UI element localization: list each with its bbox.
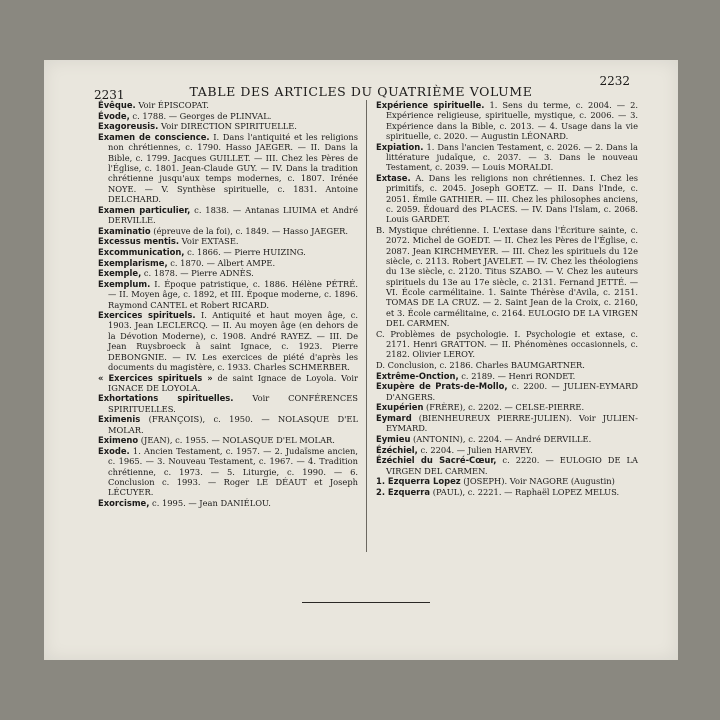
index-entry <box>98 111 358 121</box>
entry-text: I. Dans l'antiquité et les religions non chrétiennes, c. 1790. Hasso JAEGER. — II. Dans la Bible, c. 1799. Jacques GUILLET. — III. Chez les Pères de l'Église, c. 1801. Jean-Claude GUY. — IV. Dans la tradition chrétienne jusqu'aux temps modernes, c. 1807. Irénée NOYE. — V. Synthèse spirituelle, c. 1831. Antoine DELCHARD. <box>108 131 359 204</box>
entry-headword: Expérience spirituelle. <box>376 100 485 110</box>
entry-text: Voir ÉPISCOPAT. <box>135 100 209 110</box>
index-entry <box>376 100 638 141</box>
index-entry <box>98 121 358 131</box>
index-entry <box>98 310 358 372</box>
index-entry <box>98 268 358 278</box>
index-entry <box>376 225 638 328</box>
entry-text: D. Conclusion, c. 2186. Charles BAUMGARTNER. <box>376 360 585 371</box>
entry-text: I. Antiquité et haut moyen âge, c. 1903. Jean LECLERCQ. — II. Au moyen âge (en dehors de la Dévotion Moderne), c. 1908. André RAYEZ. — III. De Jean Ruysbroeck à saint Ignace, c. 1923. Pierre DEBONGNIE. — IV. Les exercices de piété d'après les documents du magistère, c. 1933. Charles SCHMERBER. <box>108 310 358 372</box>
entry-headword: Extrême-Onction, <box>376 370 459 381</box>
entry-headword: Exode. <box>98 446 130 457</box>
entry-text: (JOSEPH). Voir NAGORE (Augustin) <box>460 476 615 487</box>
page-title: TABLE DES ARTICLES DU QUATRIÈME VOLUME <box>189 84 533 99</box>
entry-headword: Exemplum. <box>98 278 151 289</box>
entry-text: c. 2200. — JULIEN-EYMARD D'ANGERS. <box>386 381 638 402</box>
entry-text: c. 1788. — Georges de PLINVAL. <box>129 110 272 121</box>
entry-headword: Exupérien <box>376 402 424 413</box>
entry-text: Voir CONFÉRENCES SPIRITUELLES. <box>108 393 358 414</box>
entry-headword: « Exercices spirituels » <box>98 372 213 383</box>
entry-text: 1. Dans l'ancien Testament, c. 2026. — 2. Dans la littérature judaïque, c. 2037. — 3. Dans le nouveau Testament, c. 2039. — Louis MORALDI. <box>386 141 638 173</box>
entry-headword: 2. Ezquerra <box>376 486 431 497</box>
entry-headword: Ézéchiel, <box>376 444 418 455</box>
left-column <box>98 100 358 509</box>
entry-headword: Excommunication, <box>98 246 185 257</box>
page-number-right: 2232 <box>599 74 630 88</box>
index-entry <box>376 455 638 476</box>
entry-text: (JEAN), c. 1955. — NOLASQUE D'EL MOLAR. <box>138 435 335 446</box>
index-entry <box>98 498 358 508</box>
entry-headword: 1. Ezquerra Lopez <box>376 476 461 487</box>
entry-text: de saint Ignace de Loyola. Voir IGNACE DE LOYOLA. <box>108 372 358 393</box>
entry-headword: Exercices spirituels. <box>98 310 196 321</box>
index-entry <box>98 373 358 394</box>
column-divider <box>366 100 367 552</box>
index-entry <box>376 445 638 455</box>
entry-text: A. Dans les religions non chrétiennes. I. Chez les primitifs, c. 2045. Joseph GOETZ. — II. Dans l'Inde, c. 2051. Émile GATHIER. — III. Chez les philosophes anciens, c. 2059. Édouard des PLACES. — IV. Dans l'Islam, c. 2068. Louis GARDET. <box>386 173 638 225</box>
index-entry <box>98 393 358 414</box>
end-rule <box>302 602 430 603</box>
entry-text: Voir EXTASE. <box>179 236 239 247</box>
entry-headword: Exhortations spirituelles. <box>98 393 234 404</box>
entry-headword: Exupère de Prats-de-Mollo, <box>376 381 508 392</box>
entry-headword: Examen particulier, <box>98 204 191 215</box>
index-entry <box>376 329 638 360</box>
entry-headword: Extase. <box>376 173 411 183</box>
index-entry <box>98 279 358 310</box>
entry-text: c. 1870. — Albert AMPE. <box>167 257 276 268</box>
index-entry <box>98 247 358 257</box>
running-header <box>44 74 678 102</box>
entry-text: c. 2189. — Henri RONDET. <box>458 370 576 381</box>
entry-text: (épreuve de la foi), c. 1849. — Hasso JAEGER. <box>150 225 349 236</box>
entry-text: Voir DIRECTION SPIRITUELLE. <box>158 121 297 132</box>
entry-headword: Eymard <box>376 412 412 423</box>
entry-headword: Expiation. <box>376 141 424 152</box>
page-number-left: 2231 <box>94 88 125 102</box>
entry-text: c. 1838. — Antanas LIUIMA et André DERVILLE. <box>108 204 358 225</box>
entry-headword: Évode, <box>98 110 130 121</box>
right-column <box>376 100 638 498</box>
entry-text: (FRÈRE), c. 2202. — CELSE-PIERRE. <box>423 402 585 413</box>
index-entry <box>98 100 358 110</box>
index-entry <box>376 487 638 497</box>
entry-headword: Exorcisme, <box>98 498 150 509</box>
entry-text: 1. Sens du terme, c. 2004. — 2. Expérience religieuse, spirituelle, mystique, c. 2006. — 3. Expérience dans la Bible, c. 2013. — 4. Usage dans la vie spirituelle, c. 2020. — Augustin LÉONARD. <box>386 100 638 142</box>
entry-text: c. 1878. — Pierre ADNÈS. <box>141 268 254 279</box>
index-entry <box>98 435 358 445</box>
entry-headword: Excessus mentis. <box>98 236 180 247</box>
entry-headword: Eymieu <box>376 433 411 444</box>
entry-headword: Examen de conscience. <box>98 131 210 142</box>
entry-text: B. Mystique chrétienne. I. L'extase dans l'Écriture sainte, c. 2072. Michel de GOEDT. — II. Chez les Pères de l'Église, c. 2087. Jean KIRCHMEYER. — III. Chez les spirituels du 12e siècle, c. 2113. Robert JAVELET. — IV. Chez les théologiens du 13e siècle, c. 2120. Titus SZABO. — V. Chez les auteurs spirituels du 13e au 17e siècle, c. 2131. Fernand JETTÉ. — VI. École carmélitaine. 1. Sainte Thérèse d'Avila, c. 2151. TOMAS DE LA CRUZ. — 2. Saint Jean de la Croix, c. 2160, et 3. École carmélitaine, c. 2164. EULOGIO DE LA VIRGEN DEL CARMEN. <box>376 225 638 329</box>
index-entry <box>376 476 638 486</box>
index-entry <box>98 226 358 236</box>
index-entry <box>98 446 358 498</box>
index-entry <box>376 173 638 225</box>
entry-text: c. 2204. — Julien HARVEY. <box>417 444 533 455</box>
index-entry <box>376 402 638 412</box>
entry-headword: Évêque. <box>98 100 136 110</box>
entry-text: c. 1866. — Pierre HUIZING. <box>184 246 306 257</box>
index-entry <box>376 360 638 370</box>
index-entry <box>376 371 638 381</box>
entry-headword: Exemplarisme, <box>98 257 168 268</box>
entry-text: c. 2220. — EULOGIO DE LA VIRGEN DEL CARMEN. <box>386 455 639 476</box>
index-entry <box>376 434 638 444</box>
entry-headword: Ézéchiel du Sacré-Cœur, <box>376 455 497 466</box>
entry-text: (ANTONIN), c. 2204. — André DERVILLE. <box>410 433 592 444</box>
entry-headword: Eximenis <box>98 414 141 425</box>
entry-headword: Examinatio <box>98 225 151 236</box>
entry-text: 1. Ancien Testament, c. 1957. — 2. Judaïsme ancien, c. 1965. — 3. Nouveau Testament, c. 1967. — 4. Tradition chrétienne, c. 1973. — 5. Liturgie, c. 1990. — 6. Conclusion c. 1993. — Roger LE DÉAUT et Joseph LÉCUYER. <box>108 446 358 498</box>
book-page <box>44 60 678 660</box>
index-entry <box>98 236 358 246</box>
index-entry <box>376 413 638 434</box>
index-entry <box>98 414 358 435</box>
entry-headword: Exagoreusis. <box>98 121 159 132</box>
index-entry <box>98 132 358 204</box>
index-entry <box>98 205 358 226</box>
entry-text: C. Problèmes de psychologie. I. Psychologie et extase, c. 2171. Henri GRATTON. — II. Phénomènes occasionnels, c. 2182. Olivier LEROY. <box>376 328 638 360</box>
index-entry <box>376 381 638 402</box>
index-entry <box>98 258 358 268</box>
index-entry <box>376 142 638 173</box>
entry-headword: Exemple, <box>98 268 142 279</box>
entry-text: c. 1995. — Jean DANIÉLOU. <box>149 498 271 509</box>
entry-text: (PAUL), c. 2221. — Raphaël LOPEZ MELUS. <box>430 486 620 497</box>
entry-text: I. Époque patristique, c. 1886. Hélène PÉTRÉ. — II. Moyen âge, c. 1892, et III. Époque moderne, c. 1896. Raymond CANTEL et Robert RICARD. <box>108 278 358 310</box>
entry-text: (BIENHEUREUX PIERRE-JULIEN). Voir JULIEN-EYMARD. <box>386 412 638 434</box>
entry-headword: Eximeno <box>98 435 139 446</box>
entry-text: (FRANÇOIS), c. 1950. — NOLASQUE D'EL MOLAR. <box>108 414 358 435</box>
